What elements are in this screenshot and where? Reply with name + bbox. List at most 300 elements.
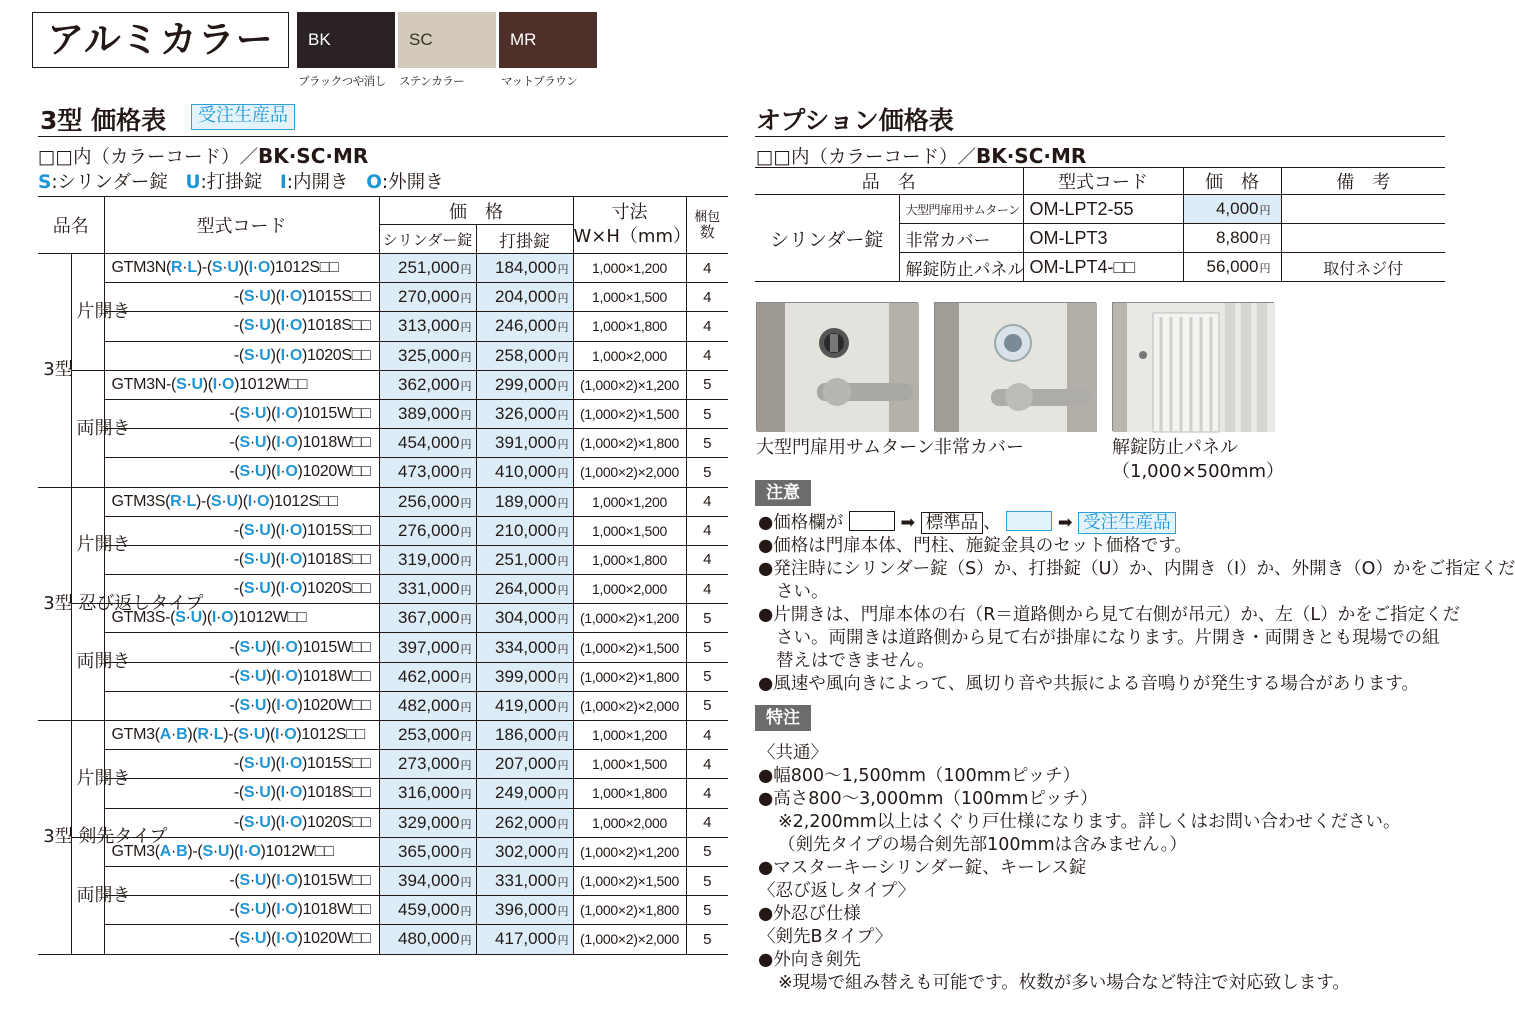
pack-count: 4 <box>686 341 728 370</box>
pack-count: 5 <box>686 866 728 895</box>
cylinder-price <box>379 691 476 720</box>
cylinder-price-value: 276,000 <box>398 520 460 540</box>
option-color-code-prefix: □□内（カラーコード）／ <box>756 147 976 168</box>
cylinder-price-value: 313,000 <box>398 316 460 336</box>
legend-text-u: :打掛錠 <box>200 172 263 193</box>
size: 1,000×1,800 <box>573 545 686 574</box>
photo-caption: 大型門扉用サムターン <box>756 437 935 458</box>
size: (1,000×2)×1,200 <box>573 370 686 399</box>
latch-price <box>476 691 573 720</box>
price-row <box>38 925 728 954</box>
cylinder-price <box>379 896 476 925</box>
header-size-unit: W×H（mm） <box>573 226 691 247</box>
option-code: OM-LPT2-55 <box>1023 195 1183 224</box>
cylinder-price <box>379 604 476 633</box>
model-code: -(S·U)(I·O)1020S□□ <box>104 808 379 837</box>
caution-legend-line <box>758 511 1448 535</box>
pack-count: 4 <box>686 516 728 545</box>
caution-line: ●発注時にシリンダー錠（S）か、打掛錠（U）か、内開き（I）か、外開き（O）かをご指定くだ <box>758 559 1515 579</box>
header-size-label: 寸法 <box>611 202 648 223</box>
cylinder-price-value: 316,000 <box>398 783 460 803</box>
pack-count: 4 <box>686 808 728 837</box>
latch-price-value: 302,000 <box>495 841 557 861</box>
legend-key-u: U <box>185 172 201 193</box>
size: 1,000×1,500 <box>573 283 686 312</box>
legend-text-i: :内開き <box>286 172 349 193</box>
cylinder-price-value: 394,000 <box>398 871 460 891</box>
special-order-line: 〈剣先Bタイプ〉 <box>758 927 893 947</box>
made-to-order-badge: 受注生産品 <box>191 104 295 130</box>
color-codes: BK·SC·MR <box>257 144 369 168</box>
latch-price <box>476 575 573 604</box>
price-row <box>38 691 728 720</box>
latch-price <box>476 896 573 925</box>
latch-price <box>476 283 573 312</box>
arrow-right-icon: ➡ <box>1057 513 1073 533</box>
cylinder-price-value: 367,000 <box>398 608 460 628</box>
option-name: 大型門扉用サムターン <box>899 195 1023 224</box>
yen-mark: 円 <box>460 789 472 802</box>
yen-mark: 円 <box>557 322 569 335</box>
latch-price-value: 251,000 <box>495 549 557 569</box>
latch-price-value: 262,000 <box>495 812 557 832</box>
cylinder-price <box>379 487 476 516</box>
yen-mark: 円 <box>557 818 569 831</box>
cylinder-price-value: 270,000 <box>398 287 460 307</box>
latch-price <box>476 429 573 458</box>
header-latch: 打掛錠 <box>476 225 573 254</box>
option-header-note: 備 考 <box>1281 168 1445 195</box>
cylinder-price <box>379 399 476 428</box>
pack-count: 5 <box>686 458 728 487</box>
photo-caption: 非常カバー <box>934 437 1024 458</box>
caution-line: さい。 <box>776 582 829 602</box>
yen-mark: 円 <box>460 643 472 656</box>
cylinder-price <box>379 721 476 750</box>
price-row <box>38 370 728 399</box>
cylinder-price-value: 331,000 <box>398 579 460 599</box>
subgroup-name-text: 両開き <box>76 884 131 906</box>
yen-mark: 円 <box>460 526 472 539</box>
subgroup-name-text: 片開き <box>76 767 131 789</box>
latch-price <box>476 516 573 545</box>
latch-price-value: 207,000 <box>495 754 557 774</box>
yen-mark: 円 <box>460 818 472 831</box>
caution-prefix: ●価格欄が <box>758 513 844 533</box>
empty-price-box <box>849 511 895 531</box>
special-order-line: ●マスターキーシリンダー錠、キーレス錠 <box>758 858 1087 878</box>
header-size <box>573 197 691 254</box>
latch-price <box>476 458 573 487</box>
latch-price-value: 258,000 <box>495 345 557 365</box>
yen-mark: 円 <box>557 351 569 364</box>
latch-price-value: 184,000 <box>495 258 557 278</box>
option-price-value: 56,000 <box>1206 257 1259 276</box>
pack-count: 4 <box>686 721 728 750</box>
cylinder-price <box>379 429 476 458</box>
photo-caption <box>1112 436 1284 484</box>
photo-caption-line1: 解錠防止パネル <box>1112 437 1238 458</box>
model-code: -(S·U)(I·O)1018S□□ <box>104 779 379 808</box>
latch-price-value: 391,000 <box>495 433 557 453</box>
model-code: GTM3N-(S·U)(I·O)1012W□□ <box>104 370 379 399</box>
group-name <box>38 254 71 488</box>
yen-mark: 円 <box>557 264 569 277</box>
latch-price-value: 396,000 <box>495 900 557 920</box>
yen-mark: 円 <box>460 410 472 423</box>
subgroup-name-text: 両開き <box>76 417 131 439</box>
cylinder-price-value: 256,000 <box>398 491 460 511</box>
pack-count: 5 <box>686 691 728 720</box>
size: 1,000×2,000 <box>573 341 686 370</box>
yen-mark: 円 <box>460 672 472 685</box>
yen-mark: 円 <box>460 351 472 364</box>
model-code: -(S·U)(I·O)1020W□□ <box>104 691 379 720</box>
model-code: -(S·U)(I·O)1015S□□ <box>104 283 379 312</box>
pack-count: 5 <box>686 925 728 954</box>
model-code: -(S·U)(I·O)1015S□□ <box>104 516 379 545</box>
latch-price-value: 249,000 <box>495 783 557 803</box>
cylinder-price <box>379 779 476 808</box>
yen-mark: 円 <box>557 731 569 744</box>
cylinder-price-value: 397,000 <box>398 637 460 657</box>
yen-mark: 円 <box>557 497 569 510</box>
yen-mark: 円 <box>557 614 569 627</box>
price-row <box>38 429 728 458</box>
price-row <box>38 399 728 428</box>
cylinder-price <box>379 254 476 283</box>
legend-text-s: :シリンダー錠 <box>51 172 168 193</box>
latch-price <box>476 633 573 662</box>
cylinder-price-value: 480,000 <box>398 929 460 949</box>
swatch-caption-mr: マットブラウン <box>501 74 578 88</box>
size: (1,000×2)×1,800 <box>573 662 686 691</box>
latch-price <box>476 721 573 750</box>
option-header-price: 価 格 <box>1183 168 1281 195</box>
latch-price <box>476 604 573 633</box>
cylinder-price-value: 319,000 <box>398 549 460 569</box>
option-note <box>1281 195 1445 224</box>
group-name-text: 3型 <box>43 359 73 381</box>
cylinder-price-value: 362,000 <box>398 374 460 394</box>
cylinder-price <box>379 808 476 837</box>
price-row <box>38 750 728 779</box>
cylinder-price-value: 459,000 <box>398 900 460 920</box>
model-code: GTM3N(R·L)-(S·U)(I·O)1012S□□ <box>104 254 379 283</box>
option-price <box>1183 253 1281 282</box>
option-note <box>1281 224 1445 253</box>
yen-mark: 円 <box>557 672 569 685</box>
price-table-title: 3型 価格表 <box>40 106 167 135</box>
option-color-code-note <box>756 143 1086 169</box>
option-code: OM-LPT3 <box>1023 224 1183 253</box>
latch-price-value: 246,000 <box>495 316 557 336</box>
yen-mark: 円 <box>1259 205 1271 217</box>
yen-mark: 円 <box>460 468 472 481</box>
cylinder-price-value: 482,000 <box>398 695 460 715</box>
size: (1,000×2)×1,800 <box>573 429 686 458</box>
model-code: -(S·U)(I·O)1015S□□ <box>104 750 379 779</box>
size: (1,000×2)×2,000 <box>573 458 686 487</box>
price-row <box>38 662 728 691</box>
subgroup-name-text: 両開き <box>76 651 131 673</box>
photo-anti-unlock-panel <box>1112 302 1274 431</box>
latch-price-value: 264,000 <box>495 579 557 599</box>
standard-label: 標準品 <box>921 512 984 534</box>
yen-mark: 円 <box>557 906 569 919</box>
pack-count: 5 <box>686 896 728 925</box>
pack-count: 4 <box>686 283 728 312</box>
yen-mark: 円 <box>460 585 472 598</box>
latch-price <box>476 866 573 895</box>
size: 1,000×1,200 <box>573 254 686 283</box>
size: (1,000×2)×1,500 <box>573 633 686 662</box>
pack-count: 5 <box>686 604 728 633</box>
yen-mark: 円 <box>460 555 472 568</box>
cylinder-price <box>379 370 476 399</box>
cylinder-price <box>379 458 476 487</box>
pack-count: 5 <box>686 662 728 691</box>
option-header-name: 品 名 <box>755 168 1023 195</box>
header-price: 価 格 <box>379 197 573 225</box>
special-order-line: （剣先タイプの場合剣先部100mmは含みません。） <box>778 835 1187 855</box>
pack-count: 4 <box>686 487 728 516</box>
price-row <box>38 254 728 283</box>
price-table <box>38 196 728 955</box>
yen-mark: 円 <box>460 935 472 948</box>
header-pack-label2: 数 <box>699 222 715 241</box>
model-code: -(S·U)(I·O)1018S□□ <box>104 312 379 341</box>
subgroup-name <box>71 370 131 487</box>
yen-mark: 円 <box>460 614 472 627</box>
model-code: -(S·U)(I·O)1018W□□ <box>104 429 379 458</box>
latch-price <box>476 779 573 808</box>
latch-price <box>476 750 573 779</box>
price-table-body <box>38 254 728 955</box>
header-pack <box>686 197 728 254</box>
option-row <box>755 195 1445 224</box>
price-row <box>38 283 728 312</box>
caution-line: ●価格は門扉本体、門柱、施錠金具のセット価格です。 <box>758 536 1192 556</box>
size: 1,000×2,000 <box>573 808 686 837</box>
pack-count: 5 <box>686 837 728 866</box>
latch-price-value: 304,000 <box>495 608 557 628</box>
cylinder-price <box>379 662 476 691</box>
photo-thumb-turn <box>756 302 918 431</box>
latch-price-value: 399,000 <box>495 666 557 686</box>
model-code: -(S·U)(I·O)1018W□□ <box>104 662 379 691</box>
option-category: シリンダー錠 <box>755 195 899 282</box>
model-code: -(S·U)(I·O)1015W□□ <box>104 399 379 428</box>
swatch-caption-sc: ステンカラー <box>399 74 465 88</box>
subgroup-name <box>71 487 131 604</box>
model-code: -(S·U)(I·O)1020W□□ <box>104 458 379 487</box>
price-row <box>38 633 728 662</box>
caution-line: ●片開きは、門扉本体の右（R＝道路側から見て右側が吊元）か、左（L）かをご指定くだ <box>758 605 1461 625</box>
yen-mark: 円 <box>460 731 472 744</box>
cylinder-price <box>379 633 476 662</box>
special-order-line: ※現場で組み替えも可能です。枚数が多い場合など特注で対応致します。 <box>778 973 1350 993</box>
cylinder-price-value: 251,000 <box>398 258 460 278</box>
latch-price-value: 189,000 <box>495 491 557 511</box>
option-name: 解錠防止パネル <box>899 253 1023 282</box>
size: (1,000×2)×1,200 <box>573 604 686 633</box>
latch-price <box>476 254 573 283</box>
latch-price <box>476 545 573 574</box>
subgroup-name <box>71 254 131 371</box>
price-row <box>38 896 728 925</box>
pack-count: 4 <box>686 779 728 808</box>
subgroup-name <box>71 604 131 721</box>
price-row <box>38 341 728 370</box>
latch-price-value: 210,000 <box>495 520 557 540</box>
cylinder-price <box>379 545 476 574</box>
option-name: 非常カバー <box>899 224 1023 253</box>
option-price-value: 4,000 <box>1215 199 1259 218</box>
cylinder-price <box>379 866 476 895</box>
option-price-value: 8,800 <box>1215 228 1259 247</box>
group-name-text: 3型 忍び返しタイプ <box>43 592 204 614</box>
pack-count: 5 <box>686 429 728 458</box>
yen-mark: 円 <box>460 293 472 306</box>
cylinder-price-value: 462,000 <box>398 666 460 686</box>
price-row <box>38 545 728 574</box>
model-code: -(S·U)(I·O)1018S□□ <box>104 545 379 574</box>
pack-count: 5 <box>686 370 728 399</box>
cylinder-price-value: 253,000 <box>398 725 460 745</box>
yen-mark: 円 <box>557 760 569 773</box>
cylinder-price <box>379 925 476 954</box>
size: 1,000×2,000 <box>573 575 686 604</box>
special-order-line: ●外向き剣先 <box>758 950 861 970</box>
pack-count: 5 <box>686 633 728 662</box>
latch-price <box>476 312 573 341</box>
price-row <box>38 866 728 895</box>
yen-mark: 円 <box>557 555 569 568</box>
option-table <box>755 167 1445 282</box>
yen-mark: 円 <box>557 935 569 948</box>
latch-price <box>476 925 573 954</box>
model-code: -(S·U)(I·O)1020S□□ <box>104 575 379 604</box>
size: (1,000×2)×1,200 <box>573 837 686 866</box>
size: (1,000×2)×1,500 <box>573 866 686 895</box>
option-color-codes: BK·SC·MR <box>975 144 1087 168</box>
pack-count: 4 <box>686 575 728 604</box>
yen-mark: 円 <box>460 701 472 714</box>
yen-mark: 円 <box>557 877 569 890</box>
special-order-line: ※2,200mm以上はくぐり戸仕様になります。詳しくはお問い合わせください。 <box>778 812 1401 832</box>
group-name-text: 3型 剣先タイプ <box>43 826 168 848</box>
swatch-sc: SC <box>398 12 496 68</box>
pack-count: 4 <box>686 750 728 779</box>
legend-key-o: O <box>366 172 382 193</box>
model-code: -(S·U)(I·O)1020S□□ <box>104 341 379 370</box>
option-price <box>1183 195 1281 224</box>
cylinder-price <box>379 516 476 545</box>
caution-line: ●風速や風向きによって、風切り音や共振による音鳴りが発生する場合があります。 <box>758 674 1420 694</box>
header-name: 品名 <box>38 197 104 254</box>
cylinder-price <box>379 837 476 866</box>
cylinder-price <box>379 312 476 341</box>
blue-price-box <box>1006 511 1052 531</box>
cylinder-price <box>379 341 476 370</box>
yen-mark: 円 <box>460 847 472 860</box>
latch-price <box>476 837 573 866</box>
latch-price-value: 299,000 <box>495 374 557 394</box>
photo-emergency-cover <box>934 302 1096 431</box>
cylinder-price <box>379 575 476 604</box>
swatch-mr: MR <box>499 12 597 68</box>
subgroup-name-text: 片開き <box>76 300 131 322</box>
pack-count: 5 <box>686 399 728 428</box>
caution-line: さい。両開きは道路側から見て右が掛扉になります。片開き・両開きとも現場での組 <box>776 628 1440 648</box>
size: 1,000×1,500 <box>573 516 686 545</box>
special-order-line: ●幅800～1,500mm（100mmピッチ） <box>758 766 1081 786</box>
latch-price-value: 410,000 <box>495 462 557 482</box>
yen-mark: 円 <box>460 322 472 335</box>
option-price <box>1183 224 1281 253</box>
subgroup-name <box>71 837 131 954</box>
latch-price-value: 204,000 <box>495 287 557 307</box>
yen-mark: 円 <box>460 760 472 773</box>
pack-count: 4 <box>686 254 728 283</box>
size: (1,000×2)×1,800 <box>573 896 686 925</box>
yen-mark: 円 <box>460 497 472 510</box>
option-note: 取付ネジ付 <box>1281 253 1445 282</box>
header-pack-label: 梱包 <box>694 209 721 225</box>
price-row <box>38 779 728 808</box>
legend <box>38 168 444 194</box>
yen-mark: 円 <box>460 439 472 452</box>
cylinder-price-value: 454,000 <box>398 433 460 453</box>
legend-key-s: S <box>38 172 52 193</box>
cylinder-price <box>379 750 476 779</box>
size: 1,000×1,500 <box>573 750 686 779</box>
option-header-code: 型式コード <box>1023 168 1183 195</box>
special-order-line: ●高さ800～3,000mm（100mmピッチ） <box>758 789 1098 809</box>
model-code: GTM3(A·B)(R·L)-(S·U)(I·O)1012S□□ <box>104 721 379 750</box>
model-code: -(S·U)(I·O)1020W□□ <box>104 925 379 954</box>
price-row <box>38 312 728 341</box>
option-table-title: オプション価格表 <box>756 106 954 135</box>
pack-count: 4 <box>686 545 728 574</box>
yen-mark: 円 <box>557 468 569 481</box>
latch-price-value: 186,000 <box>495 725 557 745</box>
subgroup-name <box>71 721 131 838</box>
latch-price-value: 326,000 <box>495 404 557 424</box>
swatch-bk: BK <box>297 12 395 68</box>
yen-mark: 円 <box>460 380 472 393</box>
color-code-prefix: □□内（カラーコード）／ <box>38 147 258 168</box>
caution-line: 替えはできません。 <box>776 651 935 671</box>
size: (1,000×2)×2,000 <box>573 925 686 954</box>
special-order-line: ●外忍び仕様 <box>758 904 861 924</box>
yen-mark: 円 <box>460 906 472 919</box>
yen-mark: 円 <box>557 701 569 714</box>
cylinder-price-value: 365,000 <box>398 841 460 861</box>
special-order-line: 〈忍び返しタイプ〉 <box>758 881 916 901</box>
latch-price-value: 417,000 <box>495 929 557 949</box>
yen-mark: 円 <box>557 847 569 860</box>
cylinder-price-value: 329,000 <box>398 812 460 832</box>
latch-price-value: 334,000 <box>495 637 557 657</box>
cylinder-price-value: 473,000 <box>398 462 460 482</box>
page-title: アルミカラー <box>32 12 289 68</box>
size: (1,000×2)×1,500 <box>573 399 686 428</box>
yen-mark: 円 <box>557 380 569 393</box>
cylinder-price-value: 273,000 <box>398 754 460 774</box>
model-code: GTM3(A·B)-(S·U)(I·O)1012W□□ <box>104 837 379 866</box>
